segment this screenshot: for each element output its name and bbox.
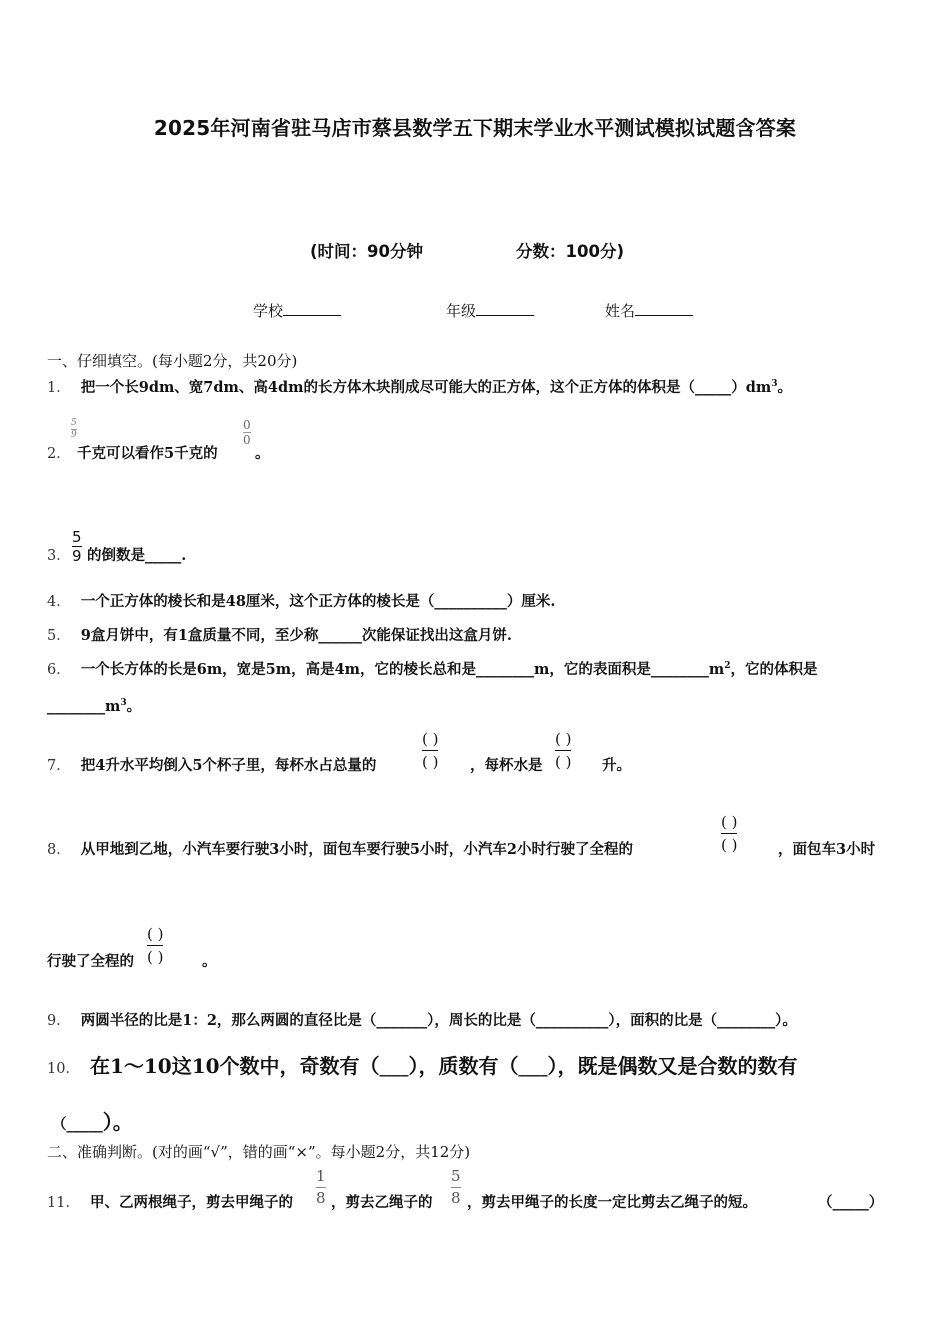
question-text: 甲、乙两根绳子，剪去甲绳子的 xyxy=(89,1194,293,1211)
answer-blank: ________ xyxy=(47,698,105,715)
fraction-blank-8a: ( ) ( ) xyxy=(721,813,738,854)
fraction-blank-8b: ( ) ( ) xyxy=(147,925,164,966)
question-7 xyxy=(47,754,376,775)
question-text: 把4升水平均倒入5个杯子里，每杯水占总量的 xyxy=(80,757,377,774)
school-blank xyxy=(283,301,341,316)
question-11 xyxy=(47,1191,293,1212)
question-10-continued: （_____）。 xyxy=(52,1110,133,1134)
question-text: 把一个长9dm、宽7dm、高4dm的长方体木块削成尽可能大的正方体，这个正方体的体积是（ xyxy=(80,379,695,396)
question-11-answer-blank: （_____） xyxy=(818,1194,884,1211)
question-text: 从甲地到乙地，小汽车要行驶3小时，面包车要行驶5小时，小汽车2小时行驶了全程的 xyxy=(80,841,633,858)
exam-score: 分数：100分) xyxy=(516,242,624,261)
question-number: 9． xyxy=(47,1013,71,1029)
question-8-continued: 行驶了全程的 xyxy=(47,953,134,970)
answer-blank: ________ xyxy=(717,1012,776,1029)
answer-blank: ________ xyxy=(476,661,535,678)
answer-blank: __________ xyxy=(535,1012,609,1029)
question-2: 2． $\frac{5}{9}$ 千克可以看作5千克的 $\frac{0}{0}$ 。 xyxy=(47,418,270,462)
question-8 xyxy=(47,838,633,859)
question-number: 7． xyxy=(47,758,71,774)
section-2-heading: 二、准确判断。(对的画“√”，错的画“×”。每小题2分，共12分) xyxy=(47,1143,471,1161)
fraction-5-9: $\frac{5}{9}$ xyxy=(72,528,82,565)
question-number: 11． xyxy=(47,1195,80,1211)
name-field xyxy=(605,300,693,321)
answer-blank: ____ xyxy=(379,1060,409,1077)
question-text: 千克可以看作5千克的 xyxy=(77,445,218,462)
question-text: ）厘米. xyxy=(506,593,556,610)
school-field xyxy=(253,300,341,321)
question-number: 8． xyxy=(47,842,71,858)
exam-time: (时间：90分钟 xyxy=(310,242,424,261)
question-10: 10． 在1～10这10个数中，奇数有（____），质数有（____），既是偶数又是合数的数有 xyxy=(47,1054,798,1078)
fraction-blank-7b: ( ) ( ) xyxy=(555,730,572,771)
section-1-heading: 一、仔细填空。(每小题2分，共20分) xyxy=(47,352,298,370)
question-number: 2． xyxy=(47,446,71,462)
answer-blank: _____ xyxy=(694,379,732,396)
question-number: 3． xyxy=(47,548,71,564)
question-11-end: ，剪去甲绳子的长度一定比剪去乙绳子的短。 xyxy=(467,1194,757,1211)
fraction-5-8: $\frac{5}{8}$ xyxy=(451,1167,461,1207)
question-11-mid: ，剪去乙绳子的 xyxy=(331,1194,433,1211)
question-6-continued: $\_\_\_\_\_\_\_\_m^3$。 xyxy=(47,698,142,715)
question-number: 4． xyxy=(47,594,71,610)
question-1 xyxy=(47,376,792,397)
name-blank xyxy=(635,301,693,316)
grade-field xyxy=(446,300,534,321)
name-label: 姓名 xyxy=(605,302,636,320)
page-title: 2025年河南省驻马店市蔡县数学五下期末学业水平测试模拟试题含答案 xyxy=(153,116,797,140)
grade-label: 年级 xyxy=(446,302,477,320)
question-7-end: 升。 xyxy=(602,757,631,774)
fraction-placeholder: $\frac{0}{0}$ xyxy=(243,418,251,447)
question-8-mid: ，面包车3小时 xyxy=(778,841,876,858)
answer-blank: _____ xyxy=(66,1116,103,1133)
question-7-mid: ，每杯水是 xyxy=(470,757,543,774)
question-6: 6． 一个长方体的长是6m，宽是5m，高是4m，它的棱长总和是________m，它的表面积是$\_\_\_\_\_\_\_\_m^2$，它的体积是 xyxy=(47,661,818,678)
answer-blank: ____ xyxy=(518,1060,548,1077)
question-4 xyxy=(47,590,555,611)
answer-blank: _______ xyxy=(376,1012,428,1029)
answer-blank: ______ xyxy=(318,627,362,644)
fraction-5-9-small: $\frac{5}{9}$ xyxy=(71,418,77,440)
question-text: 。 xyxy=(777,379,792,396)
answer-blank: __________ xyxy=(434,593,507,610)
question-number: 5． xyxy=(47,628,71,644)
question-5 xyxy=(47,624,512,645)
school-label: 学校 xyxy=(253,302,284,320)
question-number: 1． xyxy=(47,380,71,396)
question-text: 次能保证找出这盒月饼. xyxy=(361,627,512,644)
question-number: 10． xyxy=(47,1061,80,1077)
question-3 xyxy=(47,528,187,565)
question-text: 的倒数是_____. xyxy=(87,547,187,564)
question-text: 一个正方体的棱长和是48厘米，这个正方体的棱长是（ xyxy=(80,593,435,610)
question-text: ）dm xyxy=(731,379,772,396)
fraction-1-8: $\frac{1}{8}$ xyxy=(316,1167,326,1207)
question-number: 6． xyxy=(47,662,71,678)
answer-blank: _____ xyxy=(145,547,182,564)
question-9: 9． 两圆半径的比是1：2，那么两圆的直径比是（_______），周长的比是（__________），面积的比是（________）。 xyxy=(47,1012,797,1029)
question-text: 9盒月饼中，有1盒质量不同，至少称 xyxy=(80,627,319,644)
answer-blank: ________ xyxy=(650,661,709,678)
question-8-end: 。 xyxy=(202,953,217,970)
grade-blank xyxy=(476,301,534,316)
superscript: 3 xyxy=(771,379,778,390)
fraction-blank-7a: ( ) ( ) xyxy=(422,730,439,771)
